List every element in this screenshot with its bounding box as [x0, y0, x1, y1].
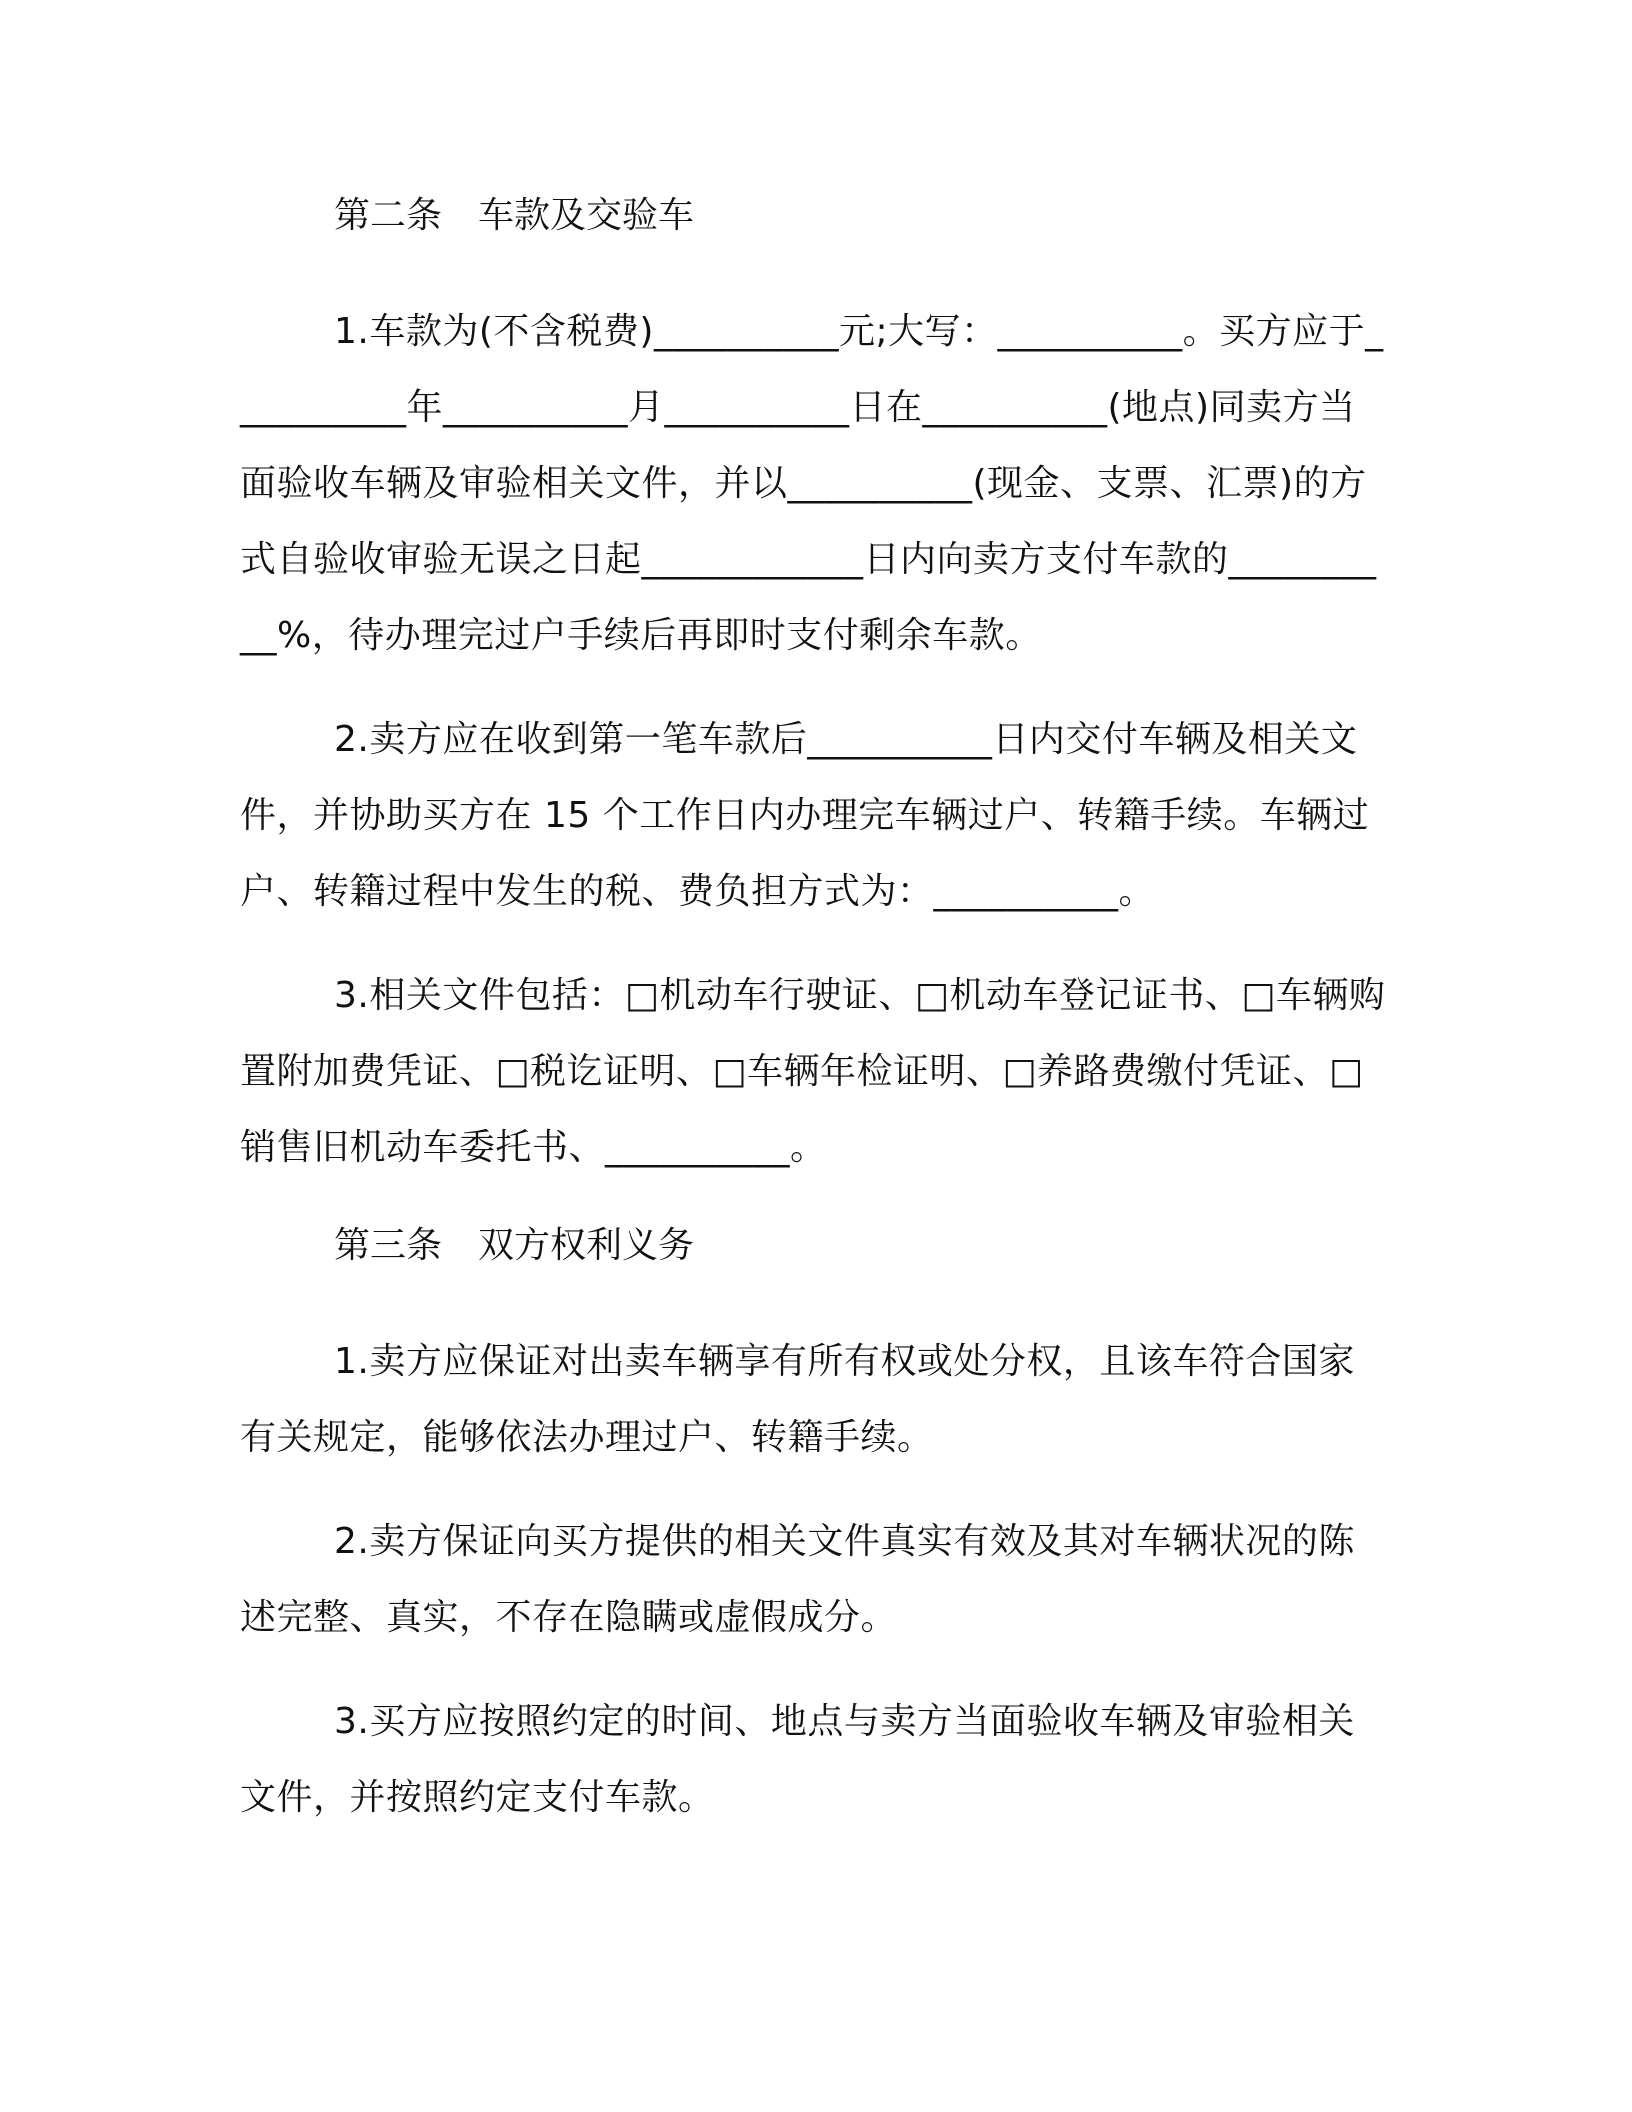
article-2-clause-2: 2.卖方应在收到第一笔车款后__________日内交付车辆及相关文件，并协助买方在 15 个工作日内办理完车辆过户、转籍手续。车辆过户、转籍过程中发生的税、费负担方式为：__________。 — [240, 719, 1370, 912]
document-page — [240, 190, 1390, 1864]
article-2-clause-1: 1.车款为(不含税费)__________元;大写：__________。买方应于__________年__________月__________日在__________(地点)同卖方当面验收车辆及审验相关文件，并以__________(现金、支票、汇票)的方式自验收审验无误之日起____________日内向卖方支付车款的__________%，待办理完过户手续后再即时支付剩余车款。 — [240, 311, 1384, 656]
article-3-clause-2: 2.卖方保证向买方提供的相关文件真实有效及其对车辆状况的陈述完整、真实，不存在隐瞒或虚假成分。 — [240, 1521, 1355, 1638]
article-3-clause-1: 1.卖方应保证对出卖车辆享有所有权或处分权，且该车符合国家有关规定，能够依法办理过户、转籍手续。 — [240, 1341, 1355, 1458]
article-3-heading: 第三条 双方权利义务 — [334, 1225, 695, 1266]
article-2-heading: 第二条 车款及交验车 — [334, 195, 695, 236]
article-2-clause-3: 3.相关文件包括：□机动车行驶证、□机动车登记证书、□车辆购置附加费凭证、□税讫证明、□车辆年检证明、□养路费缴付凭证、□销售旧机动车委托书、__________。 — [240, 975, 1386, 1168]
article-3-clause-3: 3.买方应按照约定的时间、地点与卖方当面验收车辆及审验相关文件，并按照约定支付车款。 — [240, 1701, 1355, 1818]
